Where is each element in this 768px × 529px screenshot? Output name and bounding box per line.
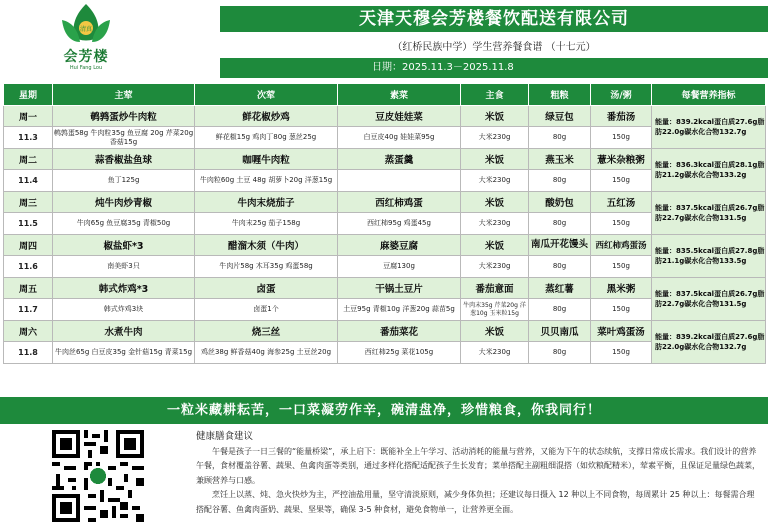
vegetable-dish: 干锅土豆片 [338, 278, 461, 299]
staple-amount: 大米230g [461, 256, 529, 278]
company-logo [52, 2, 120, 76]
side-dish: 牛肉末烧茄子 [195, 192, 338, 213]
table-row [4, 299, 766, 321]
main-dish: 椒盐虾*3 [53, 235, 195, 256]
vegetable-ingredients: 豆腐130g [338, 256, 461, 278]
staple-food: 米饭 [461, 192, 529, 213]
day-name: 周一 [4, 106, 53, 127]
advice-paragraph: 午餐是孩子一日三餐的“能量桥梁”，承上启下：既能补全上午学习、活动消耗的能量与营养，又能为下午的状态续航，支撑日常成长需求。我们设计的营养午餐，食材覆盖谷薯、蔬果、鱼禽肉蛋等类别，通过多样化搭配适配孩子生长发育；菜单搭配主副粗细混搭（如炊粮配精米），荤素平衡，且保证足量绿色蔬菜，兼顾营养与口感。 [196, 446, 760, 485]
header [0, 0, 768, 82]
column-header-nutrition: 每餐营养指标 [652, 84, 766, 106]
staple-amount: 大米230g [461, 213, 529, 235]
advice-paragraph: 烹饪上以蒸、炖、急火快炒为主，严控油盐用量，坚守清淡原则，减少身体负担；还建议每日摄入 12 种以上不同食物，每周累计 25 种以上：每餐需合理搭配谷薯、鱼禽肉蛋奶、蔬果、坚果等，确保 3-5 种食材，避免食物单一，让营养更全面。 [196, 490, 755, 514]
main-dish: 韩式炸鸡*3 [53, 278, 195, 299]
vegetable-ingredients: 西红柿95g 鸡蛋45g [338, 213, 461, 235]
table-row [4, 127, 766, 149]
logo-brand-text: 会芳楼 [63, 49, 109, 65]
table-row [4, 192, 766, 213]
soup: 西红柿鸡蛋汤 [591, 235, 652, 256]
staple-food: 米饭 [461, 149, 529, 170]
health-advice [196, 430, 762, 517]
coarse-grain: 贝贝南瓜 [529, 321, 591, 342]
table-row [4, 321, 766, 342]
nutrition-info: 能量：836.3kcal蛋白质28.1g脂肪21.2g碳水化合物133.2g [652, 149, 766, 192]
column-header-side-meat: 次荤 [195, 84, 338, 106]
vegetable-ingredients [338, 170, 461, 192]
soup-amount: 150g [591, 299, 652, 321]
staple-food: 米饭 [461, 235, 529, 256]
vegetable-dish: 西红柿鸡蛋 [338, 192, 461, 213]
staple-food: 米饭 [461, 106, 529, 127]
column-header-day: 星期 [4, 84, 53, 106]
grain-amount: 80g [529, 256, 591, 278]
company-title: 天津天穆会芳楼餐饮配送有限公司 [220, 6, 768, 32]
staple-amount: 牛肉末35g 芹菜20g 洋葱10g 玉米粒15g [461, 299, 529, 321]
staple-amount: 大米230g [461, 127, 529, 149]
menu-subtitle: （红桥民族中学）学生营养餐食谱 （十七元） [392, 42, 596, 53]
soup-amount: 150g [591, 256, 652, 278]
vegetable-dish: 番茄菜花 [338, 321, 461, 342]
grain-amount: 80g [529, 342, 591, 364]
staple-amount: 大米230g [461, 342, 529, 364]
day-name: 周二 [4, 149, 53, 170]
table-row [4, 149, 766, 170]
column-header-staple: 主食 [461, 84, 529, 106]
nutrition-info: 能量：837.5kcal蛋白质26.7g脂肪22.7g碳水化合物131.5g [652, 192, 766, 235]
side-dish: 鲜花椒炒鸡 [195, 106, 338, 127]
footer-section [0, 424, 768, 529]
nutrition-info: 能量：839.2kcal蛋白质27.6g脂肪22.0g碳水化合物132.7g [652, 106, 766, 149]
table-row [4, 106, 766, 127]
main-ingredients: 南美虾3只 [53, 256, 195, 278]
main-ingredients: 鹌鹑蛋58g 牛肉粒35g 鱼豆腐 20g 芹菜20g 香菇15g [53, 127, 195, 149]
coarse-grain: 南瓜开花馒头 [529, 235, 591, 256]
staple-food: 米饭 [461, 321, 529, 342]
coarse-grain: 蒸红薯 [529, 278, 591, 299]
day-date: 11.7 [4, 299, 53, 321]
soup-amount: 150g [591, 213, 652, 235]
nutrition-info: 能量：837.5kcal蛋白质26.7g脂肪22.7g碳水化合物131.5g [652, 278, 766, 321]
table-row [4, 342, 766, 364]
day-date: 11.3 [4, 127, 53, 149]
nutrition-info: 能量：839.2kcal蛋白质27.6g脂肪22.0g碳水化合物132.7g [652, 321, 766, 364]
soup-amount: 150g [591, 170, 652, 192]
side-dish: 醋溜木须（牛肉） [195, 235, 338, 256]
main-ingredients: 鱼丁125g [53, 170, 195, 192]
table-row [4, 278, 766, 299]
table-row [4, 256, 766, 278]
side-ingredients: 牛肉片58g 木耳35g 鸡蛋58g [195, 256, 338, 278]
slogan-banner: 一粒米藏耕耘苦，一口菜凝劳作辛，碗清盘净，珍惜粮食，你我同行！ [0, 397, 768, 424]
soup-amount: 150g [591, 342, 652, 364]
side-ingredients: 鸡丝38g 鲜香菇40g 海参25g 土豆丝20g [195, 342, 338, 364]
column-header-vegetable: 素菜 [338, 84, 461, 106]
vegetable-dish: 蒸蛋羹 [338, 149, 461, 170]
soup-amount: 150g [591, 127, 652, 149]
grain-amount: 80g [529, 127, 591, 149]
nutrition-info: 能量：835.5kcal蛋白质27.8g脂肪21.1g碳水化合物133.5g [652, 235, 766, 278]
side-dish: 咖喱牛肉粒 [195, 149, 338, 170]
day-name: 周四 [4, 235, 53, 256]
day-name: 周六 [4, 321, 53, 342]
staple-food: 番茄意面 [461, 278, 529, 299]
side-dish: 卤蛋 [195, 278, 338, 299]
table-row [4, 213, 766, 235]
vegetable-ingredients: 西红柿25g 菜花105g [338, 342, 461, 364]
grain-amount: 80g [529, 170, 591, 192]
day-name: 周三 [4, 192, 53, 213]
side-ingredients: 卤蛋1个 [195, 299, 338, 321]
coarse-grain: 燕玉米 [529, 149, 591, 170]
vegetable-dish: 麻婆豆腐 [338, 235, 461, 256]
main-dish: 鹌鹑蛋炒牛肉粒 [53, 106, 195, 127]
side-ingredients: 牛肉粒60g 土豆 48g 胡萝卜20g 洋葱15g [195, 170, 338, 192]
main-dish: 炖牛肉炒青椒 [53, 192, 195, 213]
soup: 黑米粥 [591, 278, 652, 299]
column-header-soup: 汤/粥 [591, 84, 652, 106]
day-date: 11.4 [4, 170, 53, 192]
main-dish: 蒜香椒盐鱼球 [53, 149, 195, 170]
day-date: 11.8 [4, 342, 53, 364]
main-ingredients: 牛肉丝65g 白豆皮35g 金针菇15g 青菜15g [53, 342, 195, 364]
column-header-coarse-grain: 粗粮 [529, 84, 591, 106]
qr-code-icon [48, 426, 148, 526]
main-dish: 水煮牛肉 [53, 321, 195, 342]
coarse-grain: 绿豆包 [529, 106, 591, 127]
soup: 番茄汤 [591, 106, 652, 127]
table-row [4, 235, 766, 256]
grain-amount: 80g [529, 213, 591, 235]
svg-text:清真: 清真 [79, 26, 93, 33]
day-date: 11.6 [4, 256, 53, 278]
main-ingredients: 韩式炸鸡3块 [53, 299, 195, 321]
vegetable-ingredients: 白豆皮40g 娃娃菜95g [338, 127, 461, 149]
side-ingredients: 鲜花椒15g 鸡肉丁80g 葱丝25g [195, 127, 338, 149]
main-ingredients: 牛肉65g 鱼豆腐35g 青椒50g [53, 213, 195, 235]
menu-table [3, 83, 766, 364]
side-dish: 烧三丝 [195, 321, 338, 342]
date-range: 日期：2025.11.3－2025.11.8 [220, 58, 768, 78]
soup: 五红汤 [591, 192, 652, 213]
table-header-row [4, 84, 766, 106]
lotus-leaf-icon [52, 2, 120, 50]
grain-amount: 80g [529, 299, 591, 321]
day-name: 周五 [4, 278, 53, 299]
day-date: 11.5 [4, 213, 53, 235]
logo-brand-english: Hui Fang Lou [69, 65, 103, 71]
column-header-main-meat: 主荤 [53, 84, 195, 106]
advice-heading: 健康膳食建议 [196, 431, 254, 442]
soup: 菜叶鸡蛋汤 [591, 321, 652, 342]
vegetable-dish: 豆皮娃娃菜 [338, 106, 461, 127]
table-row [4, 170, 766, 192]
staple-amount: 大米230g [461, 170, 529, 192]
side-ingredients: 牛肉末25g 茄子158g [195, 213, 338, 235]
coarse-grain: 酸奶包 [529, 192, 591, 213]
vegetable-ingredients: 土豆95g 青椒10g 洋葱20g 蒜苗5g [338, 299, 461, 321]
soup: 薏米杂粮粥 [591, 149, 652, 170]
